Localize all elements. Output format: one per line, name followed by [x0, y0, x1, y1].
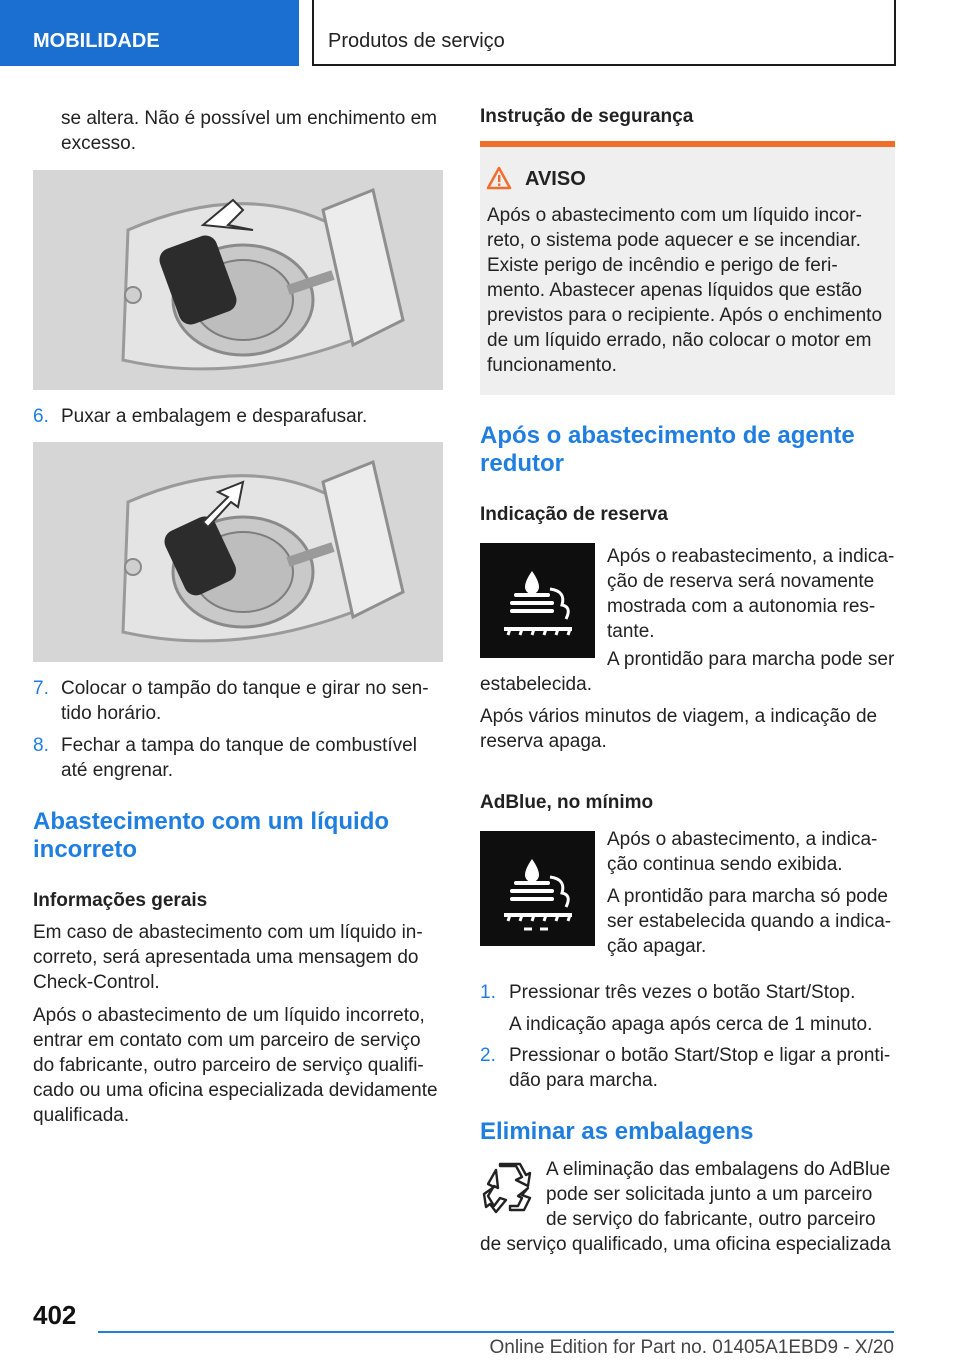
heading-wrong-liquid: Abastecimento com um líquido incorreto [33, 808, 390, 863]
heading-after-refill: Após o abastecimento de agente redutor [480, 422, 855, 477]
heading-general-info: Informações gerais [33, 890, 208, 911]
step-subtext: A indicação apaga após cerca de 1 minuto. [509, 1014, 873, 1035]
heading-dispose: Eliminar as embalagens [480, 1118, 754, 1145]
adblue-minimum-image [480, 831, 595, 946]
adblue-reserve-icon [480, 543, 595, 658]
fuel-filler-illustration [33, 442, 443, 662]
step-text: Puxar a embalagem e desparafusar. [61, 406, 368, 427]
reserve-paragraph-3: Após vários minutos de viagem, a indicação de reserva apaga. [480, 706, 878, 752]
step-text: Pressionar três vezes o botão Start/Stop. A indicação apaga após cerca de 1 minuto. [509, 982, 873, 1035]
reserve-paragraph-1: Após o reabastecimento, a indica- ção de reserva será novamente mostrada com a autonomia res- tante. [607, 546, 895, 642]
adblue-paragraph-2: A prontidão para marcha só pode ser estabelecida quando a indica- ção apagar. [607, 886, 892, 957]
warning-bar [480, 141, 895, 147]
warning-triangle-icon [486, 166, 512, 190]
chapter-title: Produtos de serviço [312, 0, 896, 66]
dispose-paragraph-beside: A eliminação das embalagens do AdBlue pode ser solicitada junto a um parceiro de serviço do fabricante, outro parceiro [546, 1159, 891, 1230]
adblue-minimum-icon [480, 831, 595, 946]
step-text: Colocar o tampão do tanque e girar no sen- tido horário. [61, 678, 429, 724]
heading-reserve: Indicação de reserva [480, 504, 668, 525]
photo-pull-cartridge [33, 170, 443, 390]
reserve-indicator-image [480, 543, 595, 658]
dispose-paragraph-last: de serviço qualificado, uma oficina especializada [480, 1234, 891, 1255]
general-paragraph-2: Após o abastecimento de um líquido incorreto, entrar em contato com um parceiro de serviço do fabricante, outro parceiro de serviço qualifi- cado ou uma oficina especializada devidamente qualificada. [33, 1005, 438, 1126]
step-number: 1. [480, 982, 496, 1003]
recycling-icon [482, 1160, 534, 1214]
step-text: Pressionar o botão Start/Stop e ligar a pronti- dão para marcha. [509, 1045, 891, 1091]
step-text: Fechar a tampa do tanque de combustível até engrenar. [61, 735, 417, 781]
step-number: 6. [33, 406, 49, 427]
step-number: 8. [33, 735, 49, 756]
fuel-filler-illustration [33, 170, 443, 390]
warning-title: AVISO [525, 168, 586, 190]
warning-text: Após o abastecimento com um líquido incor- reto, o sistema pode aquecer e se incendiar. Existe perigo de incêndio e perigo de feri- mento. Abastecer apenas líquidos que estão previstos para o recipiente. Após o enchimento de um líquido errado, não colocar o motor em funcionamento. [487, 205, 883, 376]
footer-rule [98, 1331, 894, 1333]
intro-paragraph: se altera. Não é possível um enchimento em excesso. [61, 108, 437, 154]
reserve-paragraph-2b: estabelecida. [480, 674, 592, 695]
section-tab: MOBILIDADE [0, 0, 299, 66]
heading-adblue-minimum: AdBlue, no mínimo [480, 792, 654, 813]
general-paragraph-1: Em caso de abastecimento com um líquido in- correto, será apresentada uma mensagem do Check-Control. [33, 922, 423, 993]
photo-insert-cap [33, 442, 443, 662]
step-number: 7. [33, 678, 49, 699]
adblue-paragraph-1: Após o abastecimento, a indica- ção continua sendo exibida. [607, 829, 878, 875]
step-number: 2. [480, 1045, 496, 1066]
reserve-paragraph-2a: A prontidão para marcha pode ser [607, 649, 895, 670]
heading-safety: Instrução de segurança [480, 106, 694, 127]
edition-note: Online Edition for Part no. 01405A1EBD9 - X/20 [489, 1337, 894, 1358]
page-number: 402 [33, 1300, 77, 1330]
